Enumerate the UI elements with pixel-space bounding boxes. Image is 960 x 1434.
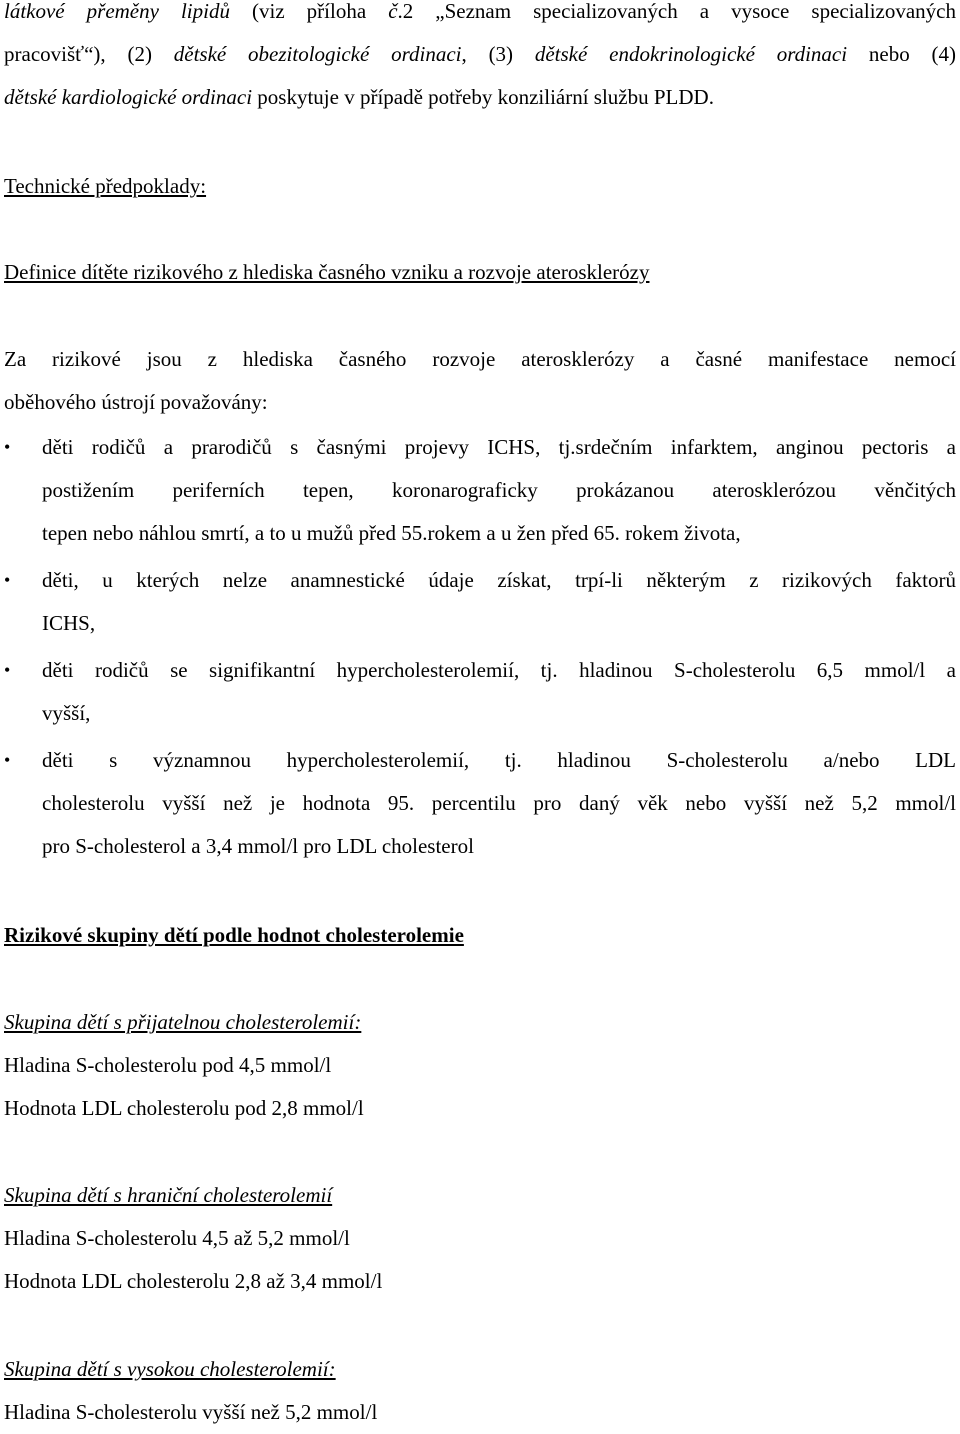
bullet-icon: • <box>4 437 11 457</box>
bullet-1-line-1 <box>4 426 956 469</box>
group-3-title: Skupina dětí s vysokou cholesterolemií: <box>4 1357 336 1381</box>
intro-line-2 <box>4 33 956 76</box>
risk-paragraph-line-1: Za rizikové jsou z hlediska časného rozvoje aterosklerózy a časné manifestace nemocí <box>4 347 956 371</box>
group-2-line-2: Hodnota LDL cholesterolu 2,8 až 3,4 mmol/l <box>4 1269 383 1293</box>
bullet-item-2 <box>4 559 956 645</box>
bullet-3-line-2: vyšší, <box>42 701 91 725</box>
bullet-4-line-2: cholesterolu vyšší než je hodnota 95. percentilu pro daný věk nebo vyšší než 5,2 mmol/l <box>42 791 956 815</box>
bullet-1-text-1: děti rodičů a prarodičů s časnými projevy ICHS, tj.srdečním infarktem, anginou pectoris a <box>42 435 956 459</box>
intro-l2-text-c: , (3) <box>461 42 535 66</box>
group-2-line-1: Hladina S-cholesterolu 4,5 až 5,2 mmol/l <box>4 1226 350 1250</box>
group-borderline <box>4 1174 956 1303</box>
group-1-title: Skupina dětí s přijatelnou cholesterolemií: <box>4 1010 362 1034</box>
group-high <box>4 1348 956 1434</box>
bullet-3-text-1: děti rodičů se signifikantní hypercholesterolemií, tj. hladinou S-cholesterolu 6,5 mmol/l a <box>42 658 956 682</box>
intro-line-3 <box>4 76 956 119</box>
bullet-item-1 <box>4 426 956 555</box>
intro-l2-italic-b: dětské obezitologické ordinaci <box>173 42 462 66</box>
bullet-2-text-1: děti, u kterých nelze anamnestické údaje získat, trpí-li některým z rizikových faktorů <box>42 568 956 592</box>
intro-paragraph <box>4 0 956 119</box>
intro-line-1 <box>4 0 956 33</box>
bullet-item-4 <box>4 739 956 868</box>
risk-paragraph <box>4 338 956 424</box>
intro-l3-italic: dětské kardiologické ordinaci <box>4 85 253 109</box>
heading-technical-prerequisites: Technické předpoklady: <box>4 174 207 198</box>
group-acceptable <box>4 1001 956 1130</box>
bullet-icon: • <box>4 660 11 680</box>
bullet-1-line-3: tepen nebo náhlou smrtí, a to u mužů před 55.rokem a u žen před 65. rokem života, <box>42 521 741 545</box>
intro-l1-italic-c: č <box>388 0 398 23</box>
intro-l1-text-d: .2 „Seznam specializovaných a vysoce specializovaných <box>397 0 956 23</box>
bullet-icon: • <box>4 750 11 770</box>
risk-paragraph-line-2: oběhového ústrojí považovány: <box>4 390 268 414</box>
group-1-line-2: Hodnota LDL cholesterolu pod 2,8 mmol/l <box>4 1096 364 1120</box>
heading-risk-groups: Rizikové skupiny dětí podle hodnot cholesterolemie <box>4 923 464 947</box>
bullet-1-line-2: postižením periferních tepen, koronarograficky prokázanou aterosklerózou věnčitých <box>42 478 956 502</box>
bullet-2-line-2: ICHS, <box>42 611 96 635</box>
bullet-4-text-1: děti s významnou hypercholesterolemií, tj. hladinou S-cholesterolu a/nebo LDL <box>42 748 956 772</box>
bullet-item-3 <box>4 649 956 735</box>
heading-definition: Definice dítěte rizikového z hlediska časného vzniku a rozvoje aterosklerózy <box>4 260 650 284</box>
bullet-4-line-3: pro S-cholesterol a 3,4 mmol/l pro LDL cholesterol <box>42 834 474 858</box>
intro-l2-italic-d: dětské endokrinologické ordinaci <box>534 42 848 66</box>
group-3-line-1: Hladina S-cholesterolu vyšší než 5,2 mmol/l <box>4 1400 378 1424</box>
group-2-title: Skupina dětí s hraniční cholesterolemií <box>4 1183 333 1207</box>
intro-l3-text: poskytuje v případě potřeby konziliární službu PLDD. <box>252 85 714 109</box>
bullet-4-line-1 <box>4 739 956 782</box>
bullet-icon: • <box>4 570 11 590</box>
bullet-2-line-1 <box>4 559 956 602</box>
intro-l2-text-a: pracovišť“), (2) <box>4 42 174 66</box>
group-1-line-1: Hladina S-cholesterolu pod 4,5 mmol/l <box>4 1053 332 1077</box>
bullet-3-line-1 <box>4 649 956 692</box>
intro-l2-text-e: nebo (4) <box>847 42 956 66</box>
intro-l1-text: (viz příloha <box>229 0 389 23</box>
intro-l1-italic: látkové přeměny lipidů <box>4 0 230 23</box>
